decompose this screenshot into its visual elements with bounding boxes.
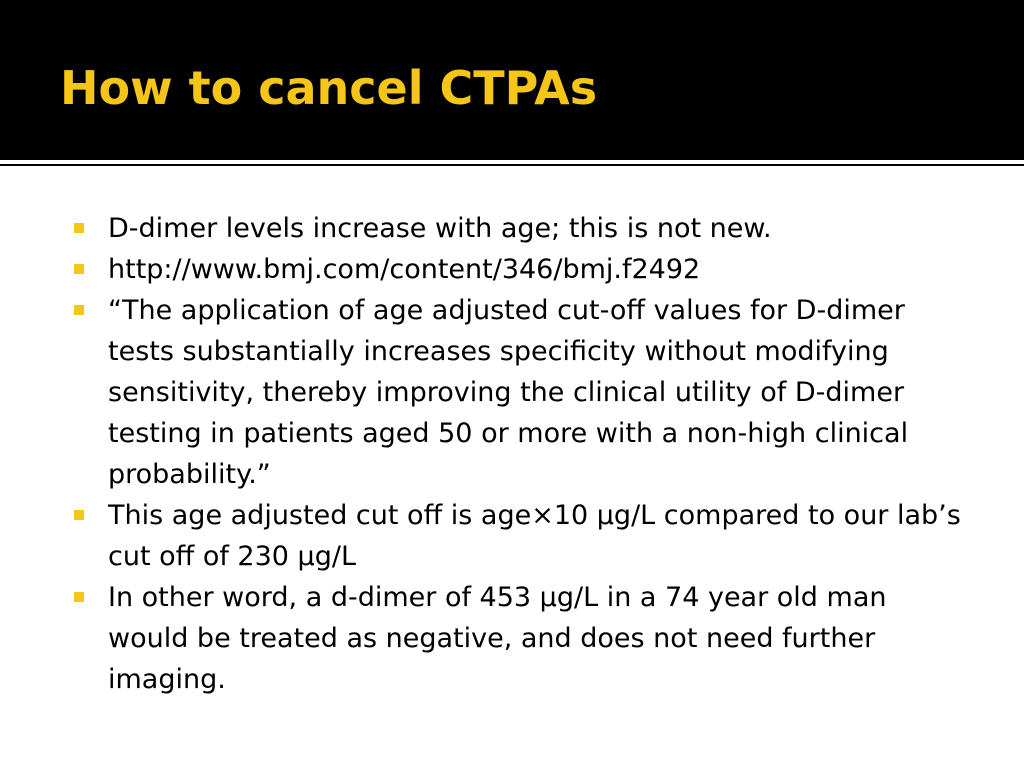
bullet-item <box>70 495 970 577</box>
square-bullet-icon <box>74 305 84 315</box>
slide-title: How to cancel CTPAs <box>60 61 598 115</box>
bullet-text: In other word, a d-dimer of 453 µg/L in a 74 year old man would be treated as negative, and does not need further imaging. <box>108 582 887 695</box>
bullet-item <box>70 208 970 249</box>
bullet-text: “The application of age adjusted cut-off values for D-dimer tests substantially increases specificity without modifying sensitivity, thereby improving the clinical utility of D-dimer testing in patients aged 50 or more with a non-high clinical probability.” <box>108 295 909 490</box>
bullet-text: http://www.bmj.com/content/346/bmj.f2492 <box>108 254 701 285</box>
bullet-item <box>70 290 970 495</box>
title-divider <box>0 160 1024 164</box>
bullet-list <box>70 208 970 700</box>
square-bullet-icon <box>74 264 84 274</box>
bullet-item <box>70 249 970 290</box>
bullet-text: This age adjusted cut off is age×10 µg/L compared to our lab’s cut off of 230 µg/L <box>108 500 961 572</box>
square-bullet-icon <box>74 223 84 233</box>
bullet-item <box>70 577 970 700</box>
square-bullet-icon <box>74 510 84 520</box>
bullet-text: D-dimer levels increase with age; this is not new. <box>108 213 772 244</box>
square-bullet-icon <box>74 592 84 602</box>
title-band <box>0 0 1024 158</box>
